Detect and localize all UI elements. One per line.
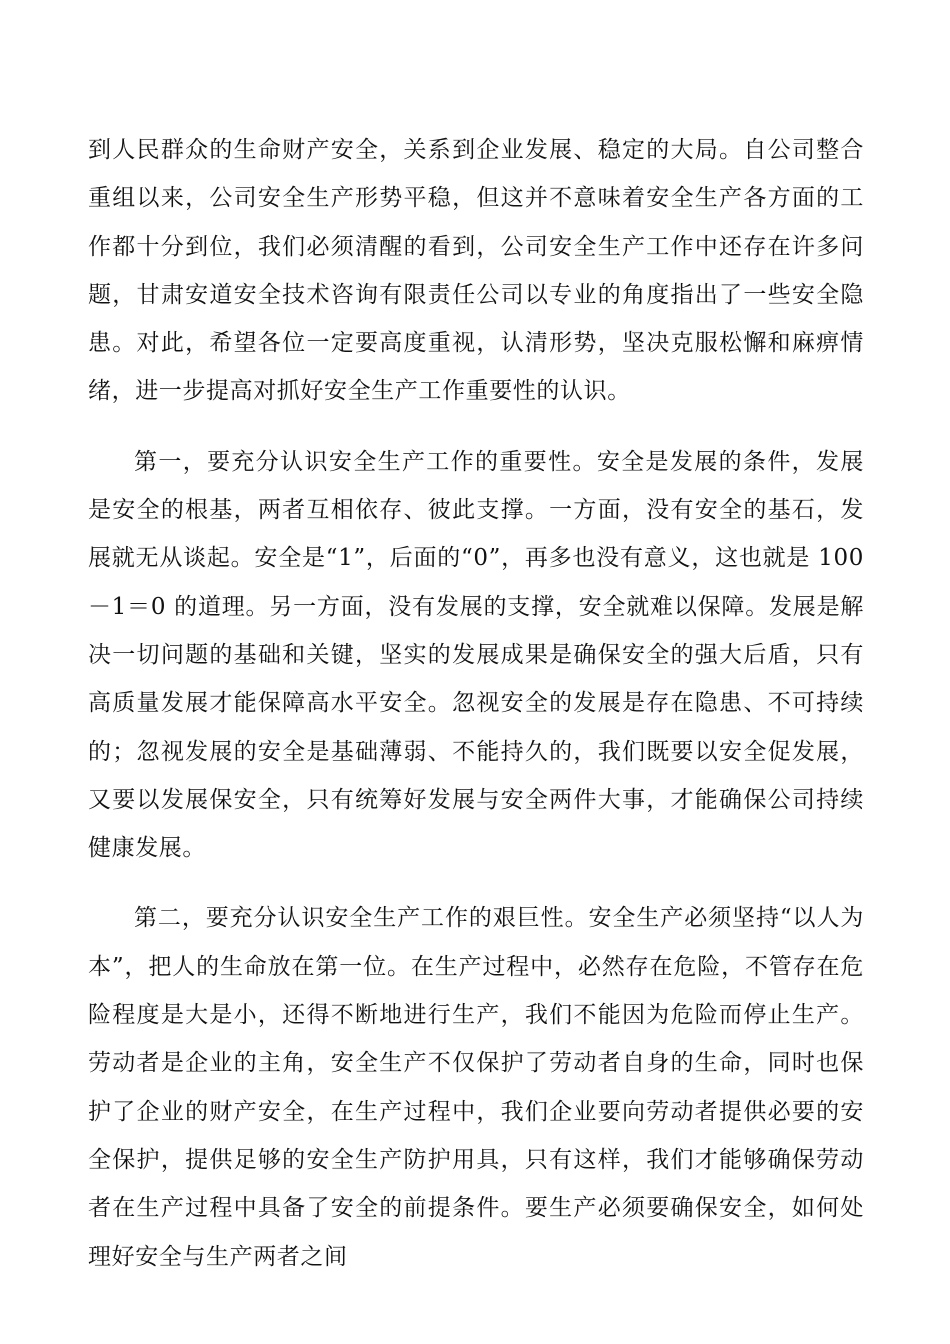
paragraph-difficulty: 第二，要充分认识安全生产工作的艰巨性。安全生产必须坚持“以人为本”，把人的生命放在第一位。在生产过程中，必然存在危险，不管存在危险程度是大是小，还得不断地进行生产，我们不能因为危险而停止生产。劳动者是企业的主角，安全生产不仅保护了劳动者自身的生命，同时也保护了企业的财产安全，在生产过程中，我们企业要向劳动者提供必要的安全保护，提供足够的安全生产防护用具，只有这样，我们才能够确保劳动者在生产过程中具备了安全的前提条件。要生产必须要确保安全，如何处理好安全与生产两者之间 <box>88 905 864 1270</box>
paragraph-importance: 第一，要充分认识安全生产工作的重要性。安全是发展的条件，发展是安全的根基，两者互相依存、彼此支撑。一方面，没有安全的基石，发展就无从谈起。安全是“1”，后面的“0”，再多也没有意义，这也就是 100－1＝0 的道理。另一方面，没有发展的支撑，安全就难以保障。发展是解决一切问题的基础和关键，坚实的发展成果是确保安全的强大后盾，只有高质量发展才能保障高水平安全。忽视安全的发展是存在隐患、不可持续的；忽视发展的安全是基础薄弱、不能持久的，我们既要以安全促发展，又要以发展保安全，只有统筹好发展与安全两件大事，才能确保公司持续健康发展。 <box>88 448 864 862</box>
paragraph-continuation: 到人民群众的生命财产安全，关系到企业发展、稳定的大局。自公司整合重组以来，公司安全生产形势平稳，但这并不意味着安全生产各方面的工作都十分到位，我们必须清醒的看到，公司安全生产工作中还存在许多问题，甘肃安道安全技术咨询有限责任公司以专业的角度指出了一些安全隐患。对此，希望各位一定要高度重视，认清形势，坚决克服松懈和麻痹情绪，进一步提高对抓好安全生产工作重要性的认识。 <box>88 137 864 405</box>
document-body <box>88 126 864 1303</box>
